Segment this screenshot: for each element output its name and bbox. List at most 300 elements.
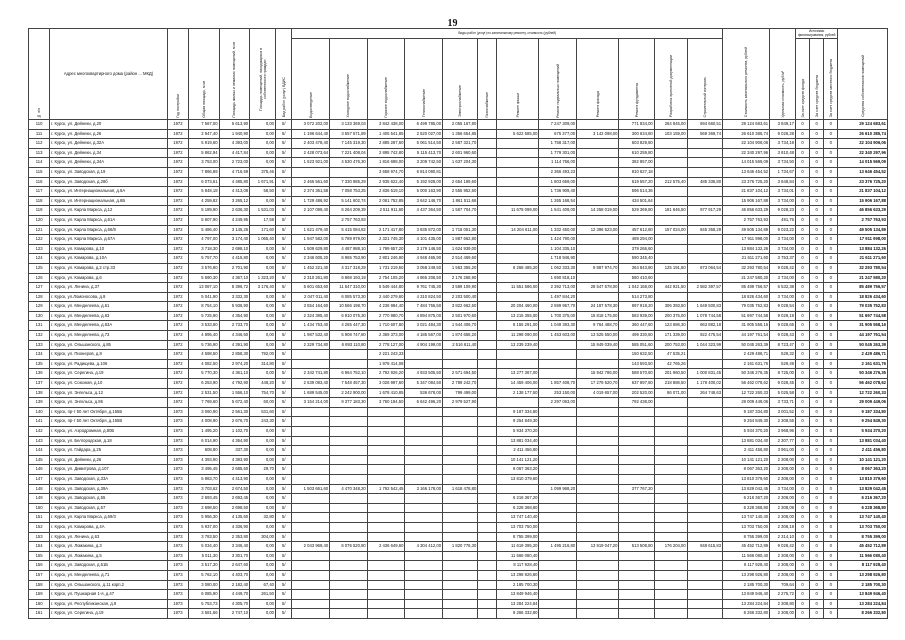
row-work-cost-1	[292, 590, 330, 600]
row-source-3: 0	[824, 398, 838, 408]
row-source-1: 0	[795, 542, 809, 552]
row-work-cost-9	[577, 158, 619, 168]
row-number: 155	[29, 551, 50, 561]
row-source-3: 0	[824, 446, 838, 456]
row-total-cost: 49 505 134,89	[723, 225, 770, 235]
table-row	[29, 379, 888, 389]
row-work-cost-6	[478, 215, 497, 225]
row-source-1: 0	[795, 436, 809, 446]
row-area-private: 17,59	[250, 215, 276, 225]
row-work-cost-6	[478, 359, 497, 369]
row-number: 117	[29, 187, 50, 197]
row-work-cost-4: 3 209 742,50	[405, 158, 443, 168]
header-source-3: За счет средств местного бюджета	[824, 39, 838, 120]
row-number: 140	[29, 407, 50, 417]
row-work-cost-9	[577, 398, 619, 408]
row-total-cost: 56 462 078,62	[723, 379, 770, 389]
row-year: 1973	[167, 609, 188, 619]
row-area: 8 754,10	[188, 302, 219, 312]
row-area: 3 718,30	[188, 244, 219, 254]
row-source-1: 0	[795, 513, 809, 523]
row-work-cost-12: 1 078 744,58	[687, 311, 722, 321]
row-address: г. Курск, ул. Энгельса, д.12	[50, 388, 168, 398]
row-total-cost: 8 266 332,80	[723, 609, 770, 619]
row-work-cost-3: 2 321 745,30	[367, 235, 405, 245]
row-number: 128	[29, 292, 50, 302]
row-work-cost-5: 1 356 654,85	[443, 129, 478, 139]
row-work-cost-4	[405, 494, 443, 504]
row-source-1: 0	[795, 254, 809, 264]
row-work-cost-10	[619, 609, 654, 619]
row-area-private: 58,50	[250, 187, 276, 197]
row-source-2: 0	[810, 407, 824, 417]
row-total-cost: 32 293 780,54	[723, 263, 770, 273]
row-unit-cost: 2 308,00	[770, 551, 796, 561]
row-work-cost-10: 603 829,80	[619, 139, 654, 149]
row-address: г. Курск, ул. Менделеева, д.63А	[50, 321, 168, 331]
row-unit-cost: 9 028,23	[770, 206, 796, 216]
row-year: 1972	[167, 321, 188, 331]
row-number: 114	[29, 158, 50, 168]
row-address: г. Курск, ул. Энгельса, д.86	[50, 398, 168, 408]
row-work-type: 5/	[276, 263, 292, 273]
row-source-1: 0	[795, 283, 809, 293]
row-work-cost-4	[405, 590, 443, 600]
table-row	[29, 513, 888, 523]
row-own-funds: 13 810 379,60	[838, 474, 888, 484]
row-work-cost-11	[654, 561, 687, 571]
row-work-cost-6	[478, 503, 497, 513]
row-work-cost-4: 3 179 146,50	[405, 244, 443, 254]
row-work-cost-8	[539, 590, 577, 600]
row-work-cost-8	[539, 455, 577, 465]
row-work-cost-6	[478, 551, 497, 561]
row-work-type: 5/	[276, 167, 292, 177]
row-work-cost-12: 1 649 500,83	[687, 302, 722, 312]
row-source-2: 0	[810, 129, 824, 139]
row-total-cost: 2 429 486,71	[723, 350, 770, 360]
row-address: г. Курск, ул. Комарова, д.6	[50, 273, 168, 283]
row-source-1: 0	[795, 609, 809, 619]
row-work-cost-8	[539, 474, 577, 484]
row-work-cost-8: 1 099 968,20	[539, 484, 577, 494]
row-work-cost-12	[687, 494, 722, 504]
row-work-cost-4	[405, 446, 443, 456]
row-work-cost-6	[478, 379, 497, 389]
row-work-cost-6	[478, 206, 497, 216]
row-unit-cost: 2 308,00	[770, 474, 796, 484]
row-work-cost-2: 6 264 209,39	[330, 206, 368, 216]
row-work-type: 5/	[276, 388, 292, 398]
row-area-private: 792,00	[250, 350, 276, 360]
row-source-2: 0	[810, 206, 824, 216]
row-area: 608,80	[188, 446, 219, 456]
row-unit-cost: 3 734,00	[770, 273, 796, 283]
row-unit-cost: 3 001,52	[770, 407, 796, 417]
row-own-funds: 45 452 712,89	[838, 542, 888, 552]
row-source-1: 0	[795, 522, 809, 532]
row-work-type: 5/	[276, 455, 292, 465]
row-total-cost: 21 611 271,60	[723, 254, 770, 264]
row-address: г. Курск, ул. Радищева, д.106	[50, 359, 168, 369]
row-address: г. Курск, пр-т 50 лет Октября, д.155В	[50, 417, 168, 427]
row-address: г. Курск, ул. Республиканская, д.9	[50, 599, 168, 609]
row-area-flats: 3 332,30	[219, 292, 250, 302]
row-source-2: 0	[810, 551, 824, 561]
table-row	[29, 436, 888, 446]
row-work-cost-4: 6 499 785,00	[405, 120, 443, 130]
row-area-private: 261,50	[250, 590, 276, 600]
table-row	[29, 244, 888, 254]
row-source-1: 0	[795, 292, 809, 302]
row-area: 7 769,60	[188, 398, 219, 408]
row-work-type: 5/	[276, 551, 292, 561]
row-work-cost-5: 3 822 662,50	[443, 302, 478, 312]
row-area: 3 517,30	[188, 561, 219, 571]
row-work-cost-7	[497, 398, 539, 408]
row-work-cost-8: 675 377,00	[539, 129, 577, 139]
row-work-cost-1	[292, 513, 330, 523]
row-work-cost-2: 7 058 753,25	[330, 187, 368, 197]
row-source-2: 0	[810, 427, 824, 437]
row-work-cost-12	[687, 148, 722, 158]
row-year: 1973	[167, 513, 188, 523]
row-area-flats: 2 676,70	[219, 417, 250, 427]
row-work-cost-8: 2 599 967,70	[539, 302, 577, 312]
row-work-cost-6	[478, 542, 497, 552]
row-work-cost-3: 1 978 414,08	[367, 359, 405, 369]
row-work-cost-5: 1 820 776,30	[443, 542, 478, 552]
row-year: 1973	[167, 494, 188, 504]
row-work-cost-11	[654, 522, 687, 532]
row-source-2: 0	[810, 244, 824, 254]
row-address: г. Курск, ул. Заводская, д.39А	[50, 484, 168, 494]
row-area-flats: 4 367,10	[219, 273, 250, 283]
row-work-cost-4	[405, 609, 443, 619]
row-area: 2 531,50	[188, 388, 219, 398]
row-unit-cost: 9 028,45	[770, 379, 796, 389]
row-total-cost: 8 755 399,00	[723, 532, 770, 542]
row-source-2: 0	[810, 340, 824, 350]
row-work-cost-3	[367, 522, 405, 532]
row-unit-cost: 3 968,96	[770, 427, 796, 437]
row-work-cost-8	[539, 532, 577, 542]
row-work-cost-8	[539, 609, 577, 619]
row-work-cost-3: 3 760 194,50	[367, 398, 405, 408]
header-source-2: За счет средств бюджета	[810, 39, 824, 120]
row-area-private: 0,00	[250, 254, 276, 264]
row-work-cost-9: 17 279 520,70	[577, 379, 619, 389]
row-work-cost-5	[443, 580, 478, 590]
row-work-cost-8: 1 758 317,00	[539, 139, 577, 149]
row-source-1: 0	[795, 551, 809, 561]
row-source-1: 0	[795, 129, 809, 139]
row-work-cost-6	[478, 599, 497, 609]
row-area-private: 304,00	[250, 532, 276, 542]
row-area-private: 0,00	[250, 427, 276, 437]
row-work-cost-9	[577, 167, 619, 177]
row-area-private: 0,00	[250, 263, 276, 273]
row-work-cost-5	[443, 532, 478, 542]
row-own-funds: 2 411 456,80	[838, 446, 888, 456]
row-work-cost-12: 264 748,63	[687, 388, 722, 398]
row-work-cost-8	[539, 513, 577, 523]
row-work-cost-10	[619, 446, 654, 456]
row-address: г. Курск, ул.Ломоносова, д.9	[50, 292, 168, 302]
row-work-cost-10: 810 627,18	[619, 167, 654, 177]
row-work-type: 5/	[276, 532, 292, 542]
row-work-cost-9	[577, 187, 619, 197]
row-year: 1973	[167, 446, 188, 456]
row-work-cost-10: 360 447,60	[619, 321, 654, 331]
table-row	[29, 532, 888, 542]
row-work-cost-10	[619, 215, 654, 225]
row-work-cost-3: 1 792 542,45	[367, 484, 405, 494]
table-row	[29, 235, 888, 245]
row-number: 146	[29, 465, 50, 475]
row-work-cost-5: 1 887 662,80	[443, 235, 478, 245]
table-row	[29, 283, 888, 293]
row-work-cost-11	[654, 273, 687, 283]
row-work-cost-11	[654, 532, 687, 542]
row-source-2: 0	[810, 120, 824, 130]
row-work-cost-7: 14 204 611,00	[497, 225, 539, 235]
table-row	[29, 427, 888, 437]
row-source-3: 0	[824, 263, 838, 273]
row-source-2: 0	[810, 494, 824, 504]
row-work-cost-11: 171 339,00	[654, 331, 687, 341]
row-work-cost-7	[497, 292, 539, 302]
row-total-cost: 9 187 334,80	[723, 407, 770, 417]
row-work-cost-4: 4 437 364,50	[405, 206, 443, 216]
row-work-cost-12	[687, 417, 722, 427]
row-work-cost-10	[619, 570, 654, 580]
row-work-cost-7: 13 703 750,00	[497, 522, 539, 532]
row-work-type: 5/	[276, 129, 292, 139]
row-area: 5 607,90	[188, 215, 219, 225]
row-source-3: 0	[824, 407, 838, 417]
row-work-cost-9	[577, 532, 619, 542]
row-number: 139	[29, 398, 50, 408]
table-row	[29, 273, 888, 283]
row-unit-cost: 3 734,01	[770, 187, 796, 197]
row-work-cost-2	[330, 417, 368, 427]
row-work-cost-5	[443, 599, 478, 609]
row-work-cost-5: 1 874 658,20	[443, 331, 478, 341]
row-source-2: 0	[810, 570, 824, 580]
row-work-cost-2	[330, 494, 368, 504]
row-work-cost-4: 3 642 146,70	[405, 196, 443, 206]
row-own-funds: 13 884 132,26	[838, 244, 888, 254]
row-source-3: 0	[824, 474, 838, 484]
row-area: 1 495,20	[188, 427, 219, 437]
row-work-cost-2	[330, 407, 368, 417]
row-work-cost-12	[687, 551, 722, 561]
row-work-cost-7: 13 215 355,00	[497, 311, 539, 321]
row-work-cost-11	[654, 503, 687, 513]
row-work-cost-6	[478, 129, 497, 139]
row-unit-cost: 6 532,38	[770, 283, 796, 293]
row-work-cost-11: 218 886,50	[654, 379, 687, 389]
row-work-type: 5/	[276, 139, 292, 149]
row-work-cost-12: 977 917,29	[687, 206, 722, 216]
row-work-cost-9: 15 849 039,40	[577, 340, 619, 350]
row-work-cost-3: 1 816 698,00	[367, 158, 405, 168]
row-total-cost: 50 346 276,35	[723, 369, 770, 379]
row-work-cost-12	[687, 522, 722, 532]
row-work-type: 5/	[276, 436, 292, 446]
row-number: 148	[29, 484, 50, 494]
row-work-cost-8: 1 453 603,00	[539, 331, 577, 341]
row-work-cost-7: 11 551 586,00	[497, 283, 539, 293]
header-work-9: Ремонт фасада	[577, 39, 619, 120]
row-work-cost-10: 364 843,80	[619, 263, 654, 273]
row-work-cost-11	[654, 215, 687, 225]
row-work-cost-7	[497, 167, 539, 177]
row-work-cost-9: 4 019 657,00	[577, 388, 619, 398]
row-work-cost-5: 2 176 268,90	[443, 273, 478, 283]
row-work-cost-8: 1 424 790,00	[539, 235, 577, 245]
row-source-3: 0	[824, 570, 838, 580]
row-area: 4 259,82	[188, 196, 219, 206]
table-row	[29, 321, 888, 331]
row-work-cost-6	[478, 254, 497, 264]
row-year: 1972	[167, 206, 188, 216]
row-unit-cost: 3 734,00	[770, 235, 796, 245]
header-work-6: Газоснабжение	[478, 39, 497, 120]
row-address: г. Курск, ул. Менделеева, д.61	[50, 302, 168, 312]
row-work-cost-11	[654, 455, 687, 465]
row-work-cost-7: 13 810 379,60	[497, 474, 539, 484]
row-unit-cost: 491,76	[770, 215, 796, 225]
row-work-cost-5	[443, 455, 478, 465]
row-total-cost: 22 104 906,06	[723, 139, 770, 149]
row-source-3: 0	[824, 244, 838, 254]
row-work-cost-5: 2 501 970,60	[443, 311, 478, 321]
row-work-cost-3	[367, 570, 405, 580]
row-area-private: 1 531,03	[250, 206, 276, 216]
row-work-cost-1: 1 729 486,92	[292, 196, 330, 206]
row-total-cost: 79 035 752,83	[723, 302, 770, 312]
row-work-cost-8	[539, 407, 577, 417]
row-total-cost: 45 452 712,89	[723, 542, 770, 552]
row-own-funds: 21 837 104,12	[838, 187, 888, 197]
row-work-cost-12	[687, 570, 722, 580]
row-work-cost-10	[619, 561, 654, 571]
row-work-cost-11: 306 393,50	[654, 302, 687, 312]
row-work-cost-9	[577, 609, 619, 619]
row-source-1: 0	[795, 206, 809, 216]
row-work-cost-5	[443, 465, 478, 475]
row-year: 1972	[167, 263, 188, 273]
row-area-private: 0,00	[250, 196, 276, 206]
row-work-type: 5/	[276, 580, 292, 590]
row-work-cost-9	[577, 407, 619, 417]
table-row	[29, 484, 888, 494]
row-number: 153	[29, 532, 50, 542]
row-work-cost-8: 1 736 909,40	[539, 187, 577, 197]
row-work-cost-4: 4 101 435,00	[405, 235, 443, 245]
row-work-cost-7	[497, 244, 539, 254]
row-work-cost-10	[619, 503, 654, 513]
row-total-cost: 22 340 297,96	[723, 148, 770, 158]
row-work-cost-9: 12 396 523,00	[577, 225, 619, 235]
row-work-cost-10: 513 508,80	[619, 542, 654, 552]
row-work-cost-3: 2 171 417,80	[367, 225, 405, 235]
header-work-3: Горячее водоснабжение	[367, 39, 405, 120]
row-number: 124	[29, 254, 50, 264]
row-work-cost-8	[539, 561, 577, 571]
row-work-cost-9	[577, 484, 619, 494]
row-work-cost-9	[577, 244, 619, 254]
row-work-cost-2: 2 242 900,00	[330, 388, 368, 398]
row-work-cost-2	[330, 359, 368, 369]
row-work-cost-9	[577, 436, 619, 446]
row-source-3: 0	[824, 148, 838, 158]
row-area-flats: 1 102,70	[219, 427, 250, 437]
row-work-type: 5/	[276, 446, 292, 456]
row-work-cost-6	[478, 148, 497, 158]
row-work-cost-10	[619, 465, 654, 475]
row-own-funds: 56 462 078,62	[838, 379, 888, 389]
row-number: 151	[29, 513, 50, 523]
row-unit-cost: 9 028,43	[770, 331, 796, 341]
row-work-cost-8	[539, 350, 577, 360]
row-work-cost-4	[405, 513, 443, 523]
row-area-private: 0,00	[250, 311, 276, 321]
row-work-cost-7: 11 678 099,00	[497, 206, 539, 216]
row-source-1: 0	[795, 187, 809, 197]
table-row	[29, 302, 888, 312]
row-work-type: 5/	[276, 590, 292, 600]
row-work-cost-2	[330, 532, 368, 542]
row-area-flats: 2 733,70	[219, 321, 250, 331]
row-number: 147	[29, 474, 50, 484]
row-work-cost-6	[478, 139, 497, 149]
row-work-cost-2	[330, 590, 368, 600]
row-work-cost-7: 14 459 406,00	[497, 379, 539, 389]
row-own-funds: 8 117 928,40	[838, 561, 888, 571]
row-work-cost-1: 3 154 214,00	[292, 398, 330, 408]
row-work-cost-12	[687, 215, 722, 225]
row-work-cost-3	[367, 590, 405, 600]
row-work-cost-7	[497, 254, 539, 264]
row-work-cost-3: 3 658 974,70	[367, 167, 405, 177]
row-work-type: 5/	[276, 148, 292, 158]
row-work-cost-12: 2 582 397,57	[687, 283, 722, 293]
row-own-funds: 17 911 998,00	[838, 235, 888, 245]
row-address: г. Курск, ул. Комарова, д.4А	[50, 522, 168, 532]
row-address: г. Курск, ул. Дейнеки, д.26	[50, 129, 168, 139]
row-work-cost-1	[292, 522, 330, 532]
row-work-type: 5/	[276, 225, 292, 235]
row-total-cost: 17 911 998,00	[723, 235, 770, 245]
row-area: 5 762,10	[188, 570, 219, 580]
row-work-cost-6	[478, 321, 497, 331]
row-area-flats: 4 364,90	[219, 436, 250, 446]
row-work-cost-1	[292, 561, 330, 571]
row-work-cost-12	[687, 561, 722, 571]
row-work-cost-8: 2 297 063,00	[539, 398, 577, 408]
row-unit-cost: 2 275,72	[770, 590, 796, 600]
row-work-type: 5/	[276, 599, 292, 609]
row-source-3: 0	[824, 436, 838, 446]
row-work-cost-6	[478, 302, 497, 312]
row-number: 141	[29, 417, 50, 427]
row-area-flats: 5 672,40	[219, 398, 250, 408]
row-work-cost-7	[497, 148, 539, 158]
row-total-cost: 13 298 926,80	[723, 570, 770, 580]
